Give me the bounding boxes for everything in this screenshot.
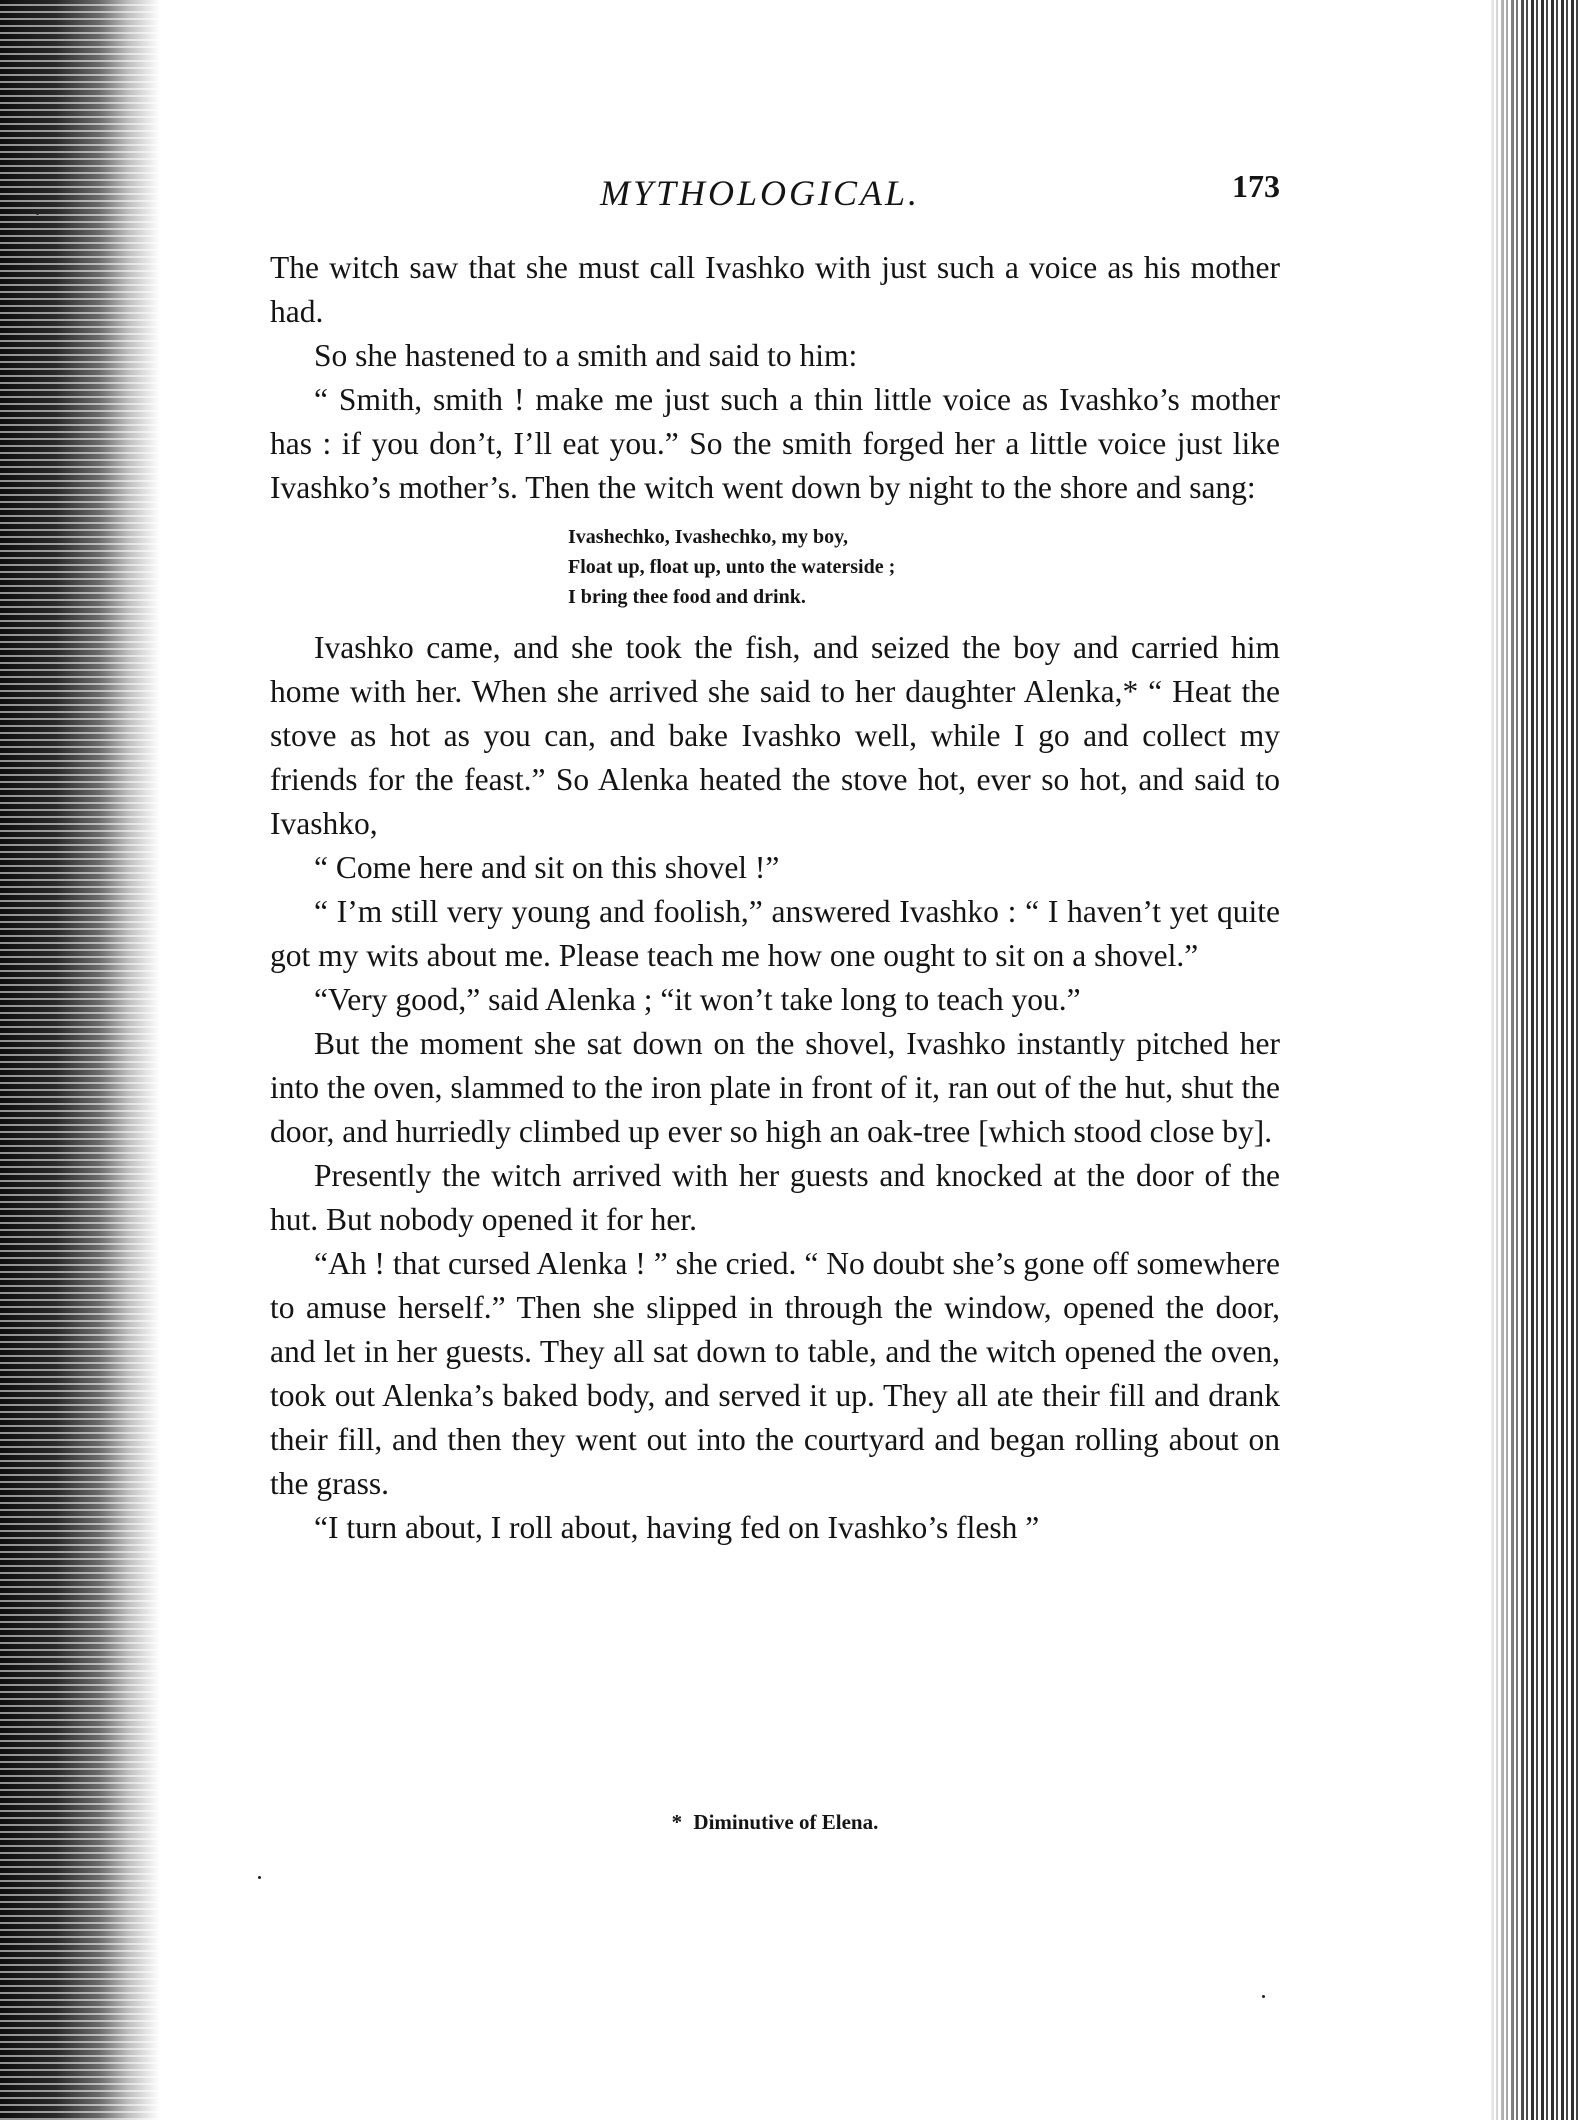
paragraph: So she hastened to a smith and said to him: [314, 338, 858, 373]
verse-line: I bring thee food and drink. [568, 586, 806, 608]
paragraph: “ Smith, smith ! make me just such a thin little voice as Ivashko’s mother has : if you don’t, I’ll eat you.” So the smith forged her a little voice just like Ivashko’s mother’s. Then the witch went down by night to the shore and sang: [270, 382, 1280, 505]
song-verse [568, 522, 1280, 612]
paragraph: The witch saw that she must call Ivashko with just such a voice as his mother had. [270, 250, 1280, 329]
paragraph: But the moment she sat down on the shovel, Ivashko instantly pitched her into the oven, slammed to the iron plate in front of it, ran out of the hut, shut the door, and hurriedly climbed up ever so high an oak-tree [which stood close by]. [270, 1026, 1280, 1149]
verse-line: Float up, float up, unto the waterside ; [568, 556, 896, 578]
page-number: 173 [1232, 168, 1280, 204]
scan-speck [36, 212, 39, 215]
paragraph: “ Come here and sit on this shovel !” [314, 850, 780, 885]
book-page [270, 160, 1280, 1834]
verse-line: Ivashechko, Ivashechko, my boy, [568, 526, 849, 548]
running-title: MYTHOLOGICAL. [600, 173, 921, 213]
paragraph: “I turn about, I roll about, having fed on Ivashko’s flesh ” [314, 1510, 1040, 1545]
footnote-text: Diminutive of Elena. [693, 1810, 879, 1834]
paragraph: Presently the witch arrived with her guests and knocked at the door of the hut. But nobody opened it for her. [270, 1158, 1280, 1237]
paragraph: Ivashko came, and she took the fish, and seized the boy and carried him home with her. When she arrived she said to her daughter Alenka,* “ Heat the stove as hot as you can, and bake Ivashko well, while I go and collect my friends for the feast.” So Alenka heated the stove hot, ever so hot, and said to Ivashko, [270, 630, 1280, 841]
book-spine-left-shadow [0, 0, 160, 2120]
book-edge-right-shadow [1488, 0, 1578, 2120]
paragraph: “Very good,” said Alenka ; “it won’t take long to teach you.” [314, 982, 1081, 1017]
running-head [270, 160, 1280, 220]
paragraph: “ I’m still very young and foolish,” answered Ivashko : “ I haven’t yet quite got my wits about me. Please teach me how one ought to sit on a shovel.” [270, 894, 1280, 973]
body-text [270, 246, 1280, 1550]
footnote-mark: * [671, 1810, 683, 1834]
scan-speck [258, 1876, 261, 1879]
paragraph: “Ah ! that cursed Alenka ! ” she cried. “ No doubt she’s gone off somewhere to amuse herself.” Then she slipped in through the window, opened the door, and let in her guests. They all sat down to table, and the witch opened the oven, took out Alenka’s baked body, and served it up. They all ate their fill and drank their fill, and then they went out into the courtyard and began rolling about on the grass. [270, 1246, 1280, 1501]
scan-speck [1262, 1995, 1265, 1998]
footnote [270, 1810, 1280, 1835]
